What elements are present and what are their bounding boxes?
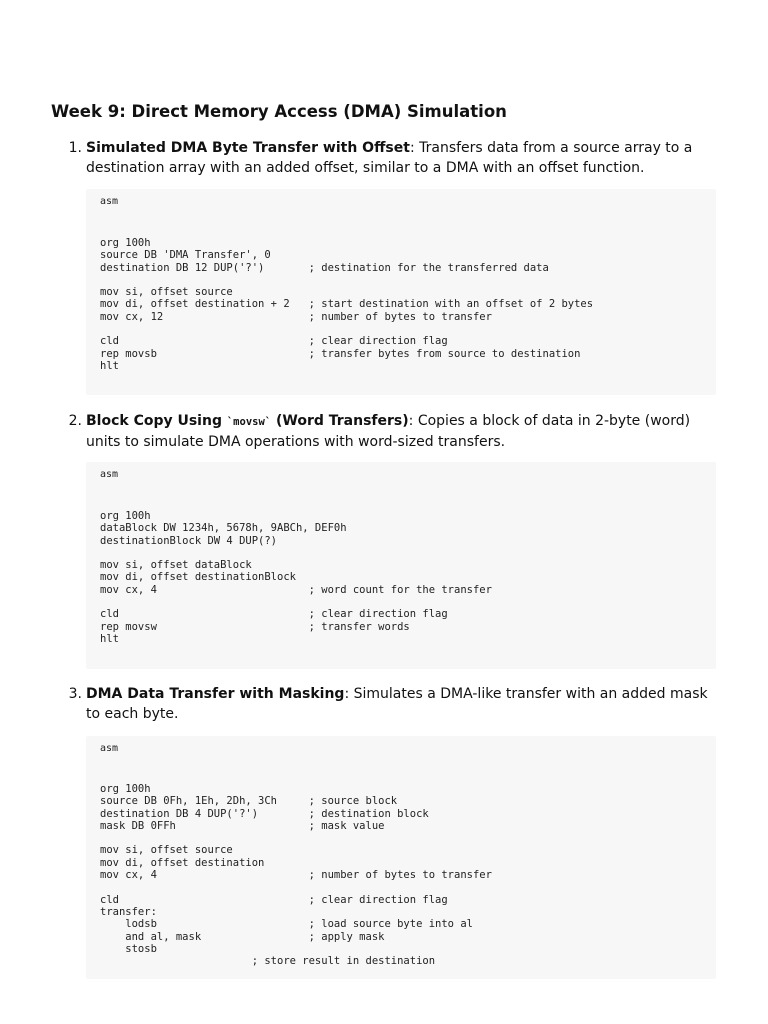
code-block (86, 189, 716, 395)
code-block (86, 736, 716, 979)
list-item-number: 3. (68, 686, 82, 702)
list-item-heading (86, 413, 409, 429)
code-language-label: asm (100, 743, 119, 754)
code-content[interactable]: org 100h dataBlock DW 1234h, 5678h, 9ABCh, DEF0h destinationBlock DW 4 DUP(?) mov si, offset dataBlock mov di, offset destinationBlock mov cx, 4 ; word count for the transfer cld ; clear direction flag rep movsw ; transfer words hlt (100, 510, 492, 645)
code-language-label: asm (100, 469, 119, 480)
heading-text: Block Copy Using (86, 413, 227, 429)
list-item-number: 1. (68, 140, 82, 156)
list-item-text (86, 412, 716, 452)
list-item-text (86, 685, 716, 724)
inline-code: `movsw` (226, 416, 272, 428)
page-title: Week 9: Direct Memory Access (DMA) Simulation (51, 102, 507, 121)
list-item-text (86, 139, 716, 178)
heading-text: (Word Transfers) (271, 413, 409, 429)
list-item-description: : Copies a block of data in 2-byte (word) units to simulate DMA operations with word-sized transfers. (86, 413, 691, 450)
code-block (86, 462, 716, 669)
code-content[interactable]: org 100h source DB 'DMA Transfer', 0 destination DB 12 DUP('?') ; destination for the transferred data mov si, offset source mov di, offset destination + 2 ; start destination with an offset of 2 bytes mov cx, 12 ; number of bytes to transfer cld ; clear direction flag rep movsb ; transfer bytes from source to destination hlt (100, 237, 594, 372)
list-item-heading: DMA Data Transfer with Masking (86, 686, 345, 702)
list-item-heading: Simulated DMA Byte Transfer with Offset (86, 140, 410, 156)
list-item-description: : Simulates a DMA-like transfer with an added mask to each byte. (86, 686, 708, 722)
code-language-label: asm (100, 196, 119, 207)
list-item-number: 2. (68, 413, 82, 429)
list-item-description: : Transfers data from a source array to a destination array with an added offset, similar to a DMA with an offset function. (86, 140, 693, 176)
code-content[interactable]: org 100h source DB 0Fh, 1Eh, 2Dh, 3Ch ; source block destination DB 4 DUP('?') ; destination block mask DB 0FFh ; mask value mov si, offset source mov di, offset destination mov cx, 4 ; number of bytes to transfer cld ; clear direction flag transfer: lodsb ; load source byte into al and al, mask ; apply mask stosb ; store result in destination (100, 783, 492, 968)
